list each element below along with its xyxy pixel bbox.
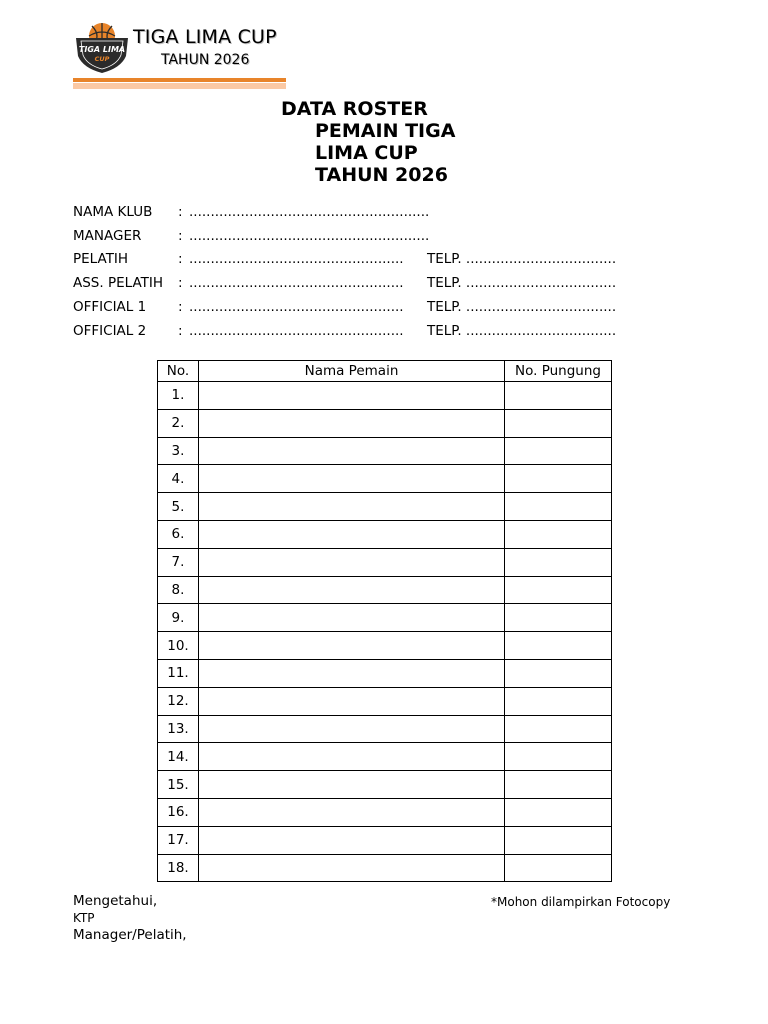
roster-table — [157, 360, 612, 882]
table-row — [158, 659, 612, 687]
table-header-row — [158, 361, 612, 382]
document-title-line-2: PEMAIN TIGA — [315, 120, 456, 142]
no-pungung-cell[interactable] — [505, 771, 612, 799]
nama-pemain-cell[interactable] — [199, 632, 505, 660]
field-dots[interactable]: .................................................. — [189, 299, 404, 315]
footer-note: *Mohon dilampirkan Fotocopy — [491, 895, 671, 909]
row-number: 5. — [158, 493, 199, 521]
row-number: 18. — [158, 854, 199, 882]
row-number: 6. — [158, 520, 199, 548]
nama-pemain-cell[interactable] — [199, 437, 505, 465]
footer-ktp: KTP — [73, 911, 95, 925]
row-number: 8. — [158, 576, 199, 604]
table-row — [158, 743, 612, 771]
nama-pemain-cell[interactable] — [199, 798, 505, 826]
no-pungung-cell[interactable] — [505, 826, 612, 854]
field-colon: : — [178, 323, 183, 339]
brand-title: TIGA LIMA CUP — [133, 26, 277, 48]
field-label: PELATIH — [73, 251, 129, 267]
table-row — [158, 493, 612, 521]
row-number: 17. — [158, 826, 199, 854]
column-header-no-pungung: No. Pungung — [505, 361, 612, 382]
field-dots[interactable]: .................................................. — [189, 275, 404, 291]
no-pungung-cell[interactable] — [505, 798, 612, 826]
field-colon: : — [178, 251, 183, 267]
field-dots[interactable]: .................................................. — [189, 251, 404, 267]
document-title-line-4: TAHUN 2026 — [315, 164, 448, 186]
nama-pemain-cell[interactable] — [199, 465, 505, 493]
nama-pemain-cell[interactable] — [199, 409, 505, 437]
nama-pemain-cell[interactable] — [199, 576, 505, 604]
field-dots[interactable]: ........................................................ — [189, 204, 430, 220]
roster-body — [158, 382, 612, 882]
table-row — [158, 465, 612, 493]
table-row — [158, 798, 612, 826]
no-pungung-cell[interactable] — [505, 743, 612, 771]
no-pungung-cell[interactable] — [505, 632, 612, 660]
nama-pemain-cell[interactable] — [199, 493, 505, 521]
nama-pemain-cell[interactable] — [199, 604, 505, 632]
document-title-line-1: DATA ROSTER — [281, 98, 428, 120]
svg-text:CUP: CUP — [94, 55, 110, 63]
nama-pemain-cell[interactable] — [199, 771, 505, 799]
nama-pemain-cell[interactable] — [199, 826, 505, 854]
field-telp[interactable]: TELP. ................................... — [427, 323, 617, 339]
field-telp[interactable]: TELP. ................................... — [427, 275, 617, 291]
nama-pemain-cell[interactable] — [199, 382, 505, 410]
field-colon: : — [178, 204, 183, 220]
table-row — [158, 826, 612, 854]
table-row — [158, 771, 612, 799]
document-title-line-3: LIMA CUP — [315, 142, 418, 164]
nama-pemain-cell[interactable] — [199, 687, 505, 715]
no-pungung-cell[interactable] — [505, 715, 612, 743]
field-telp[interactable]: TELP. ................................... — [427, 251, 617, 267]
no-pungung-cell[interactable] — [505, 604, 612, 632]
table-row — [158, 520, 612, 548]
field-label: OFFICIAL 2 — [73, 323, 147, 339]
nama-pemain-cell[interactable] — [199, 743, 505, 771]
nama-pemain-cell[interactable] — [199, 854, 505, 882]
row-number: 3. — [158, 437, 199, 465]
no-pungung-cell[interactable] — [505, 409, 612, 437]
field-label: OFFICIAL 1 — [73, 299, 147, 315]
row-number: 16. — [158, 798, 199, 826]
table-row — [158, 409, 612, 437]
no-pungung-cell[interactable] — [505, 465, 612, 493]
row-number: 11. — [158, 659, 199, 687]
footer-mengetahui: Mengetahui, — [73, 893, 158, 909]
row-number: 12. — [158, 687, 199, 715]
no-pungung-cell[interactable] — [505, 382, 612, 410]
row-number: 4. — [158, 465, 199, 493]
row-number: 9. — [158, 604, 199, 632]
row-number: 10. — [158, 632, 199, 660]
table-row — [158, 632, 612, 660]
svg-text:TIGA LIMA: TIGA LIMA — [78, 45, 126, 54]
table-row — [158, 382, 612, 410]
header-rule-light — [73, 83, 286, 89]
row-number: 15. — [158, 771, 199, 799]
field-label: MANAGER — [73, 228, 142, 244]
nama-pemain-cell[interactable] — [199, 715, 505, 743]
no-pungung-cell[interactable] — [505, 854, 612, 882]
no-pungung-cell[interactable] — [505, 493, 612, 521]
brand-year: TAHUN 2026 — [161, 52, 250, 68]
field-label: NAMA KLUB — [73, 204, 153, 220]
no-pungung-cell[interactable] — [505, 520, 612, 548]
row-number: 13. — [158, 715, 199, 743]
row-number: 2. — [158, 409, 199, 437]
table-row — [158, 687, 612, 715]
field-dots[interactable]: ........................................................ — [189, 228, 430, 244]
table-row — [158, 437, 612, 465]
field-label: ASS. PELATIH — [73, 275, 164, 291]
row-number: 1. — [158, 382, 199, 410]
nama-pemain-cell[interactable] — [199, 659, 505, 687]
table-row — [158, 576, 612, 604]
field-dots[interactable]: .................................................. — [189, 323, 404, 339]
no-pungung-cell[interactable] — [505, 437, 612, 465]
footer-manager-pelatih: Manager/Pelatih, — [73, 927, 187, 943]
no-pungung-cell[interactable] — [505, 576, 612, 604]
field-telp[interactable]: TELP. ................................... — [427, 299, 617, 315]
nama-pemain-cell[interactable] — [199, 520, 505, 548]
column-header-no: No. — [158, 361, 199, 382]
table-row — [158, 854, 612, 882]
no-pungung-cell[interactable] — [505, 659, 612, 687]
table-row — [158, 715, 612, 743]
field-colon: : — [178, 228, 183, 244]
no-pungung-cell[interactable] — [505, 687, 612, 715]
field-colon: : — [178, 275, 183, 291]
tiga-lima-cup-logo — [73, 20, 131, 76]
row-number: 7. — [158, 548, 199, 576]
row-number: 14. — [158, 743, 199, 771]
no-pungung-cell[interactable] — [505, 548, 612, 576]
table-row — [158, 548, 612, 576]
column-header-nama-pemain: Nama Pemain — [199, 361, 505, 382]
field-colon: : — [178, 299, 183, 315]
nama-pemain-cell[interactable] — [199, 548, 505, 576]
header-rule — [73, 78, 286, 82]
table-row — [158, 604, 612, 632]
